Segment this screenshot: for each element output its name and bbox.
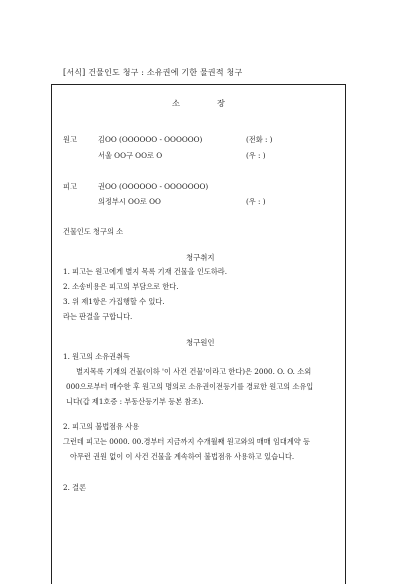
plaintiff-phone: (전화 : ) (246, 135, 273, 144)
plaintiff-zip: (우 : ) (246, 151, 266, 160)
defendant-label: 피고 (63, 182, 77, 191)
form-header: [서식] 건물인도 청구 : 소유권에 기한 물권적 청구 (63, 68, 243, 77)
cause-section-line: 그런데 피고는 0000. 00.경부터 지금까지 수개월째 원고와의 매매 임대계약 등 (63, 437, 310, 446)
claim-purpose-heading: 청구취지 (186, 253, 215, 262)
plaintiff-address: 서울 OO구 OO로 O (98, 151, 163, 160)
defendant-address: 의정부시 OO로 OO (98, 197, 161, 206)
cause-section-title: 2. 피고의 불법점유 사용 (63, 422, 140, 431)
plaintiff-label: 원고 (63, 135, 77, 144)
cause-section-line: 아무런 권원 없이 이 사건 건물을 계속하여 불법점유 사용하고 있습니다. (70, 452, 295, 461)
cause-section-line: 별지목록 기재의 건물(이하 '이 사건 건물'이라고 한다)은 2000. O. O. 소외 (76, 367, 312, 376)
defendant-zip: (우 : ) (246, 197, 266, 206)
claim-purpose-item: 2. 소송비용은 피고의 부담으로 한다. (63, 282, 179, 291)
cause-section-title: 1. 원고의 소유권취득 (63, 352, 130, 361)
cause-section-line: 000으로부터 매수한 후 원고의 명의로 소유권이전등기를 경료한 원고의 소유입 (66, 382, 314, 391)
claim-purpose-item: 3. 위 제1항은 가집행할 수 있다. (63, 297, 165, 306)
claim-purpose-closing: 라는 판결을 구합니다. (63, 312, 133, 321)
claim-cause-heading: 청구원인 (186, 338, 215, 347)
defendant-name: 권OO (OOOOOO - OOOOOOO) (98, 182, 209, 191)
cause-section-line: 니다(갑 제1호증 : 부동산등기부 등본 참조). (66, 397, 204, 406)
cause-section-title: 2. 결론 (63, 483, 87, 492)
plaintiff-name: 김OO (OOOOOO - OOOOOO) (98, 135, 203, 144)
document-frame (51, 84, 346, 584)
title-char-1: 소 (172, 98, 180, 108)
case-name: 건물인도 청구의 소 (63, 227, 124, 236)
claim-purpose-item: 1. 피고는 원고에게 별지 목록 기재 건물을 인도하라. (63, 267, 227, 276)
title-char-2: 장 (217, 98, 225, 108)
